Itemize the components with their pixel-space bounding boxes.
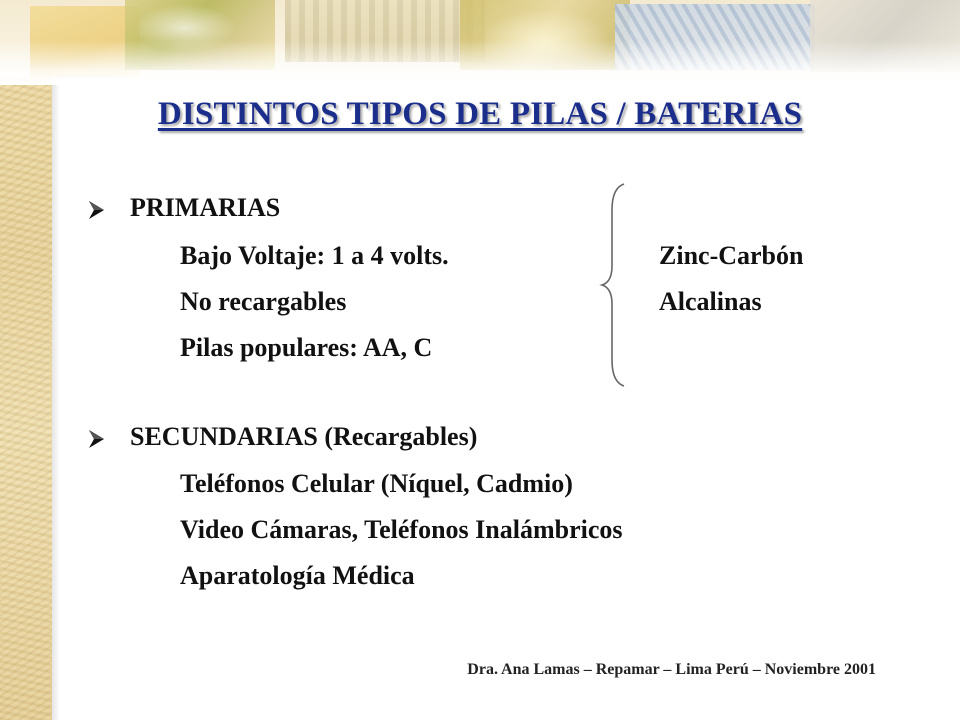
primarias-item: No recargables	[180, 287, 347, 316]
banner-fade	[0, 40, 960, 85]
primarias-item: Pilas populares: AA, C	[180, 333, 433, 362]
arrow-bullet-icon	[86, 426, 108, 452]
primarias-type: Alcalinas	[659, 287, 762, 316]
brace-icon	[598, 180, 634, 390]
decorative-banner	[0, 0, 960, 78]
slide-footer: Dra. Ana Lamas – Repamar – Lima Perú – Noviembre 2001	[467, 661, 876, 678]
slide-title: DISTINTOS TIPOS DE PILAS / BATERIAS	[157, 96, 803, 132]
secundarias-item: Aparatología Médica	[180, 561, 415, 590]
primarias-type: Zinc-Carbón	[659, 241, 804, 270]
secundarias-item: Video Cámaras, Teléfonos Inalámbricos	[180, 515, 623, 544]
secundarias-item: Teléfonos Celular (Níquel, Cadmio)	[180, 469, 573, 498]
primarias-item: Bajo Voltaje: 1 a 4 volts.	[180, 241, 449, 270]
primarias-heading: PRIMARIAS	[130, 193, 281, 222]
secundarias-heading: SECUNDARIAS (Recargables)	[130, 422, 478, 451]
arrow-bullet-icon	[86, 197, 108, 223]
